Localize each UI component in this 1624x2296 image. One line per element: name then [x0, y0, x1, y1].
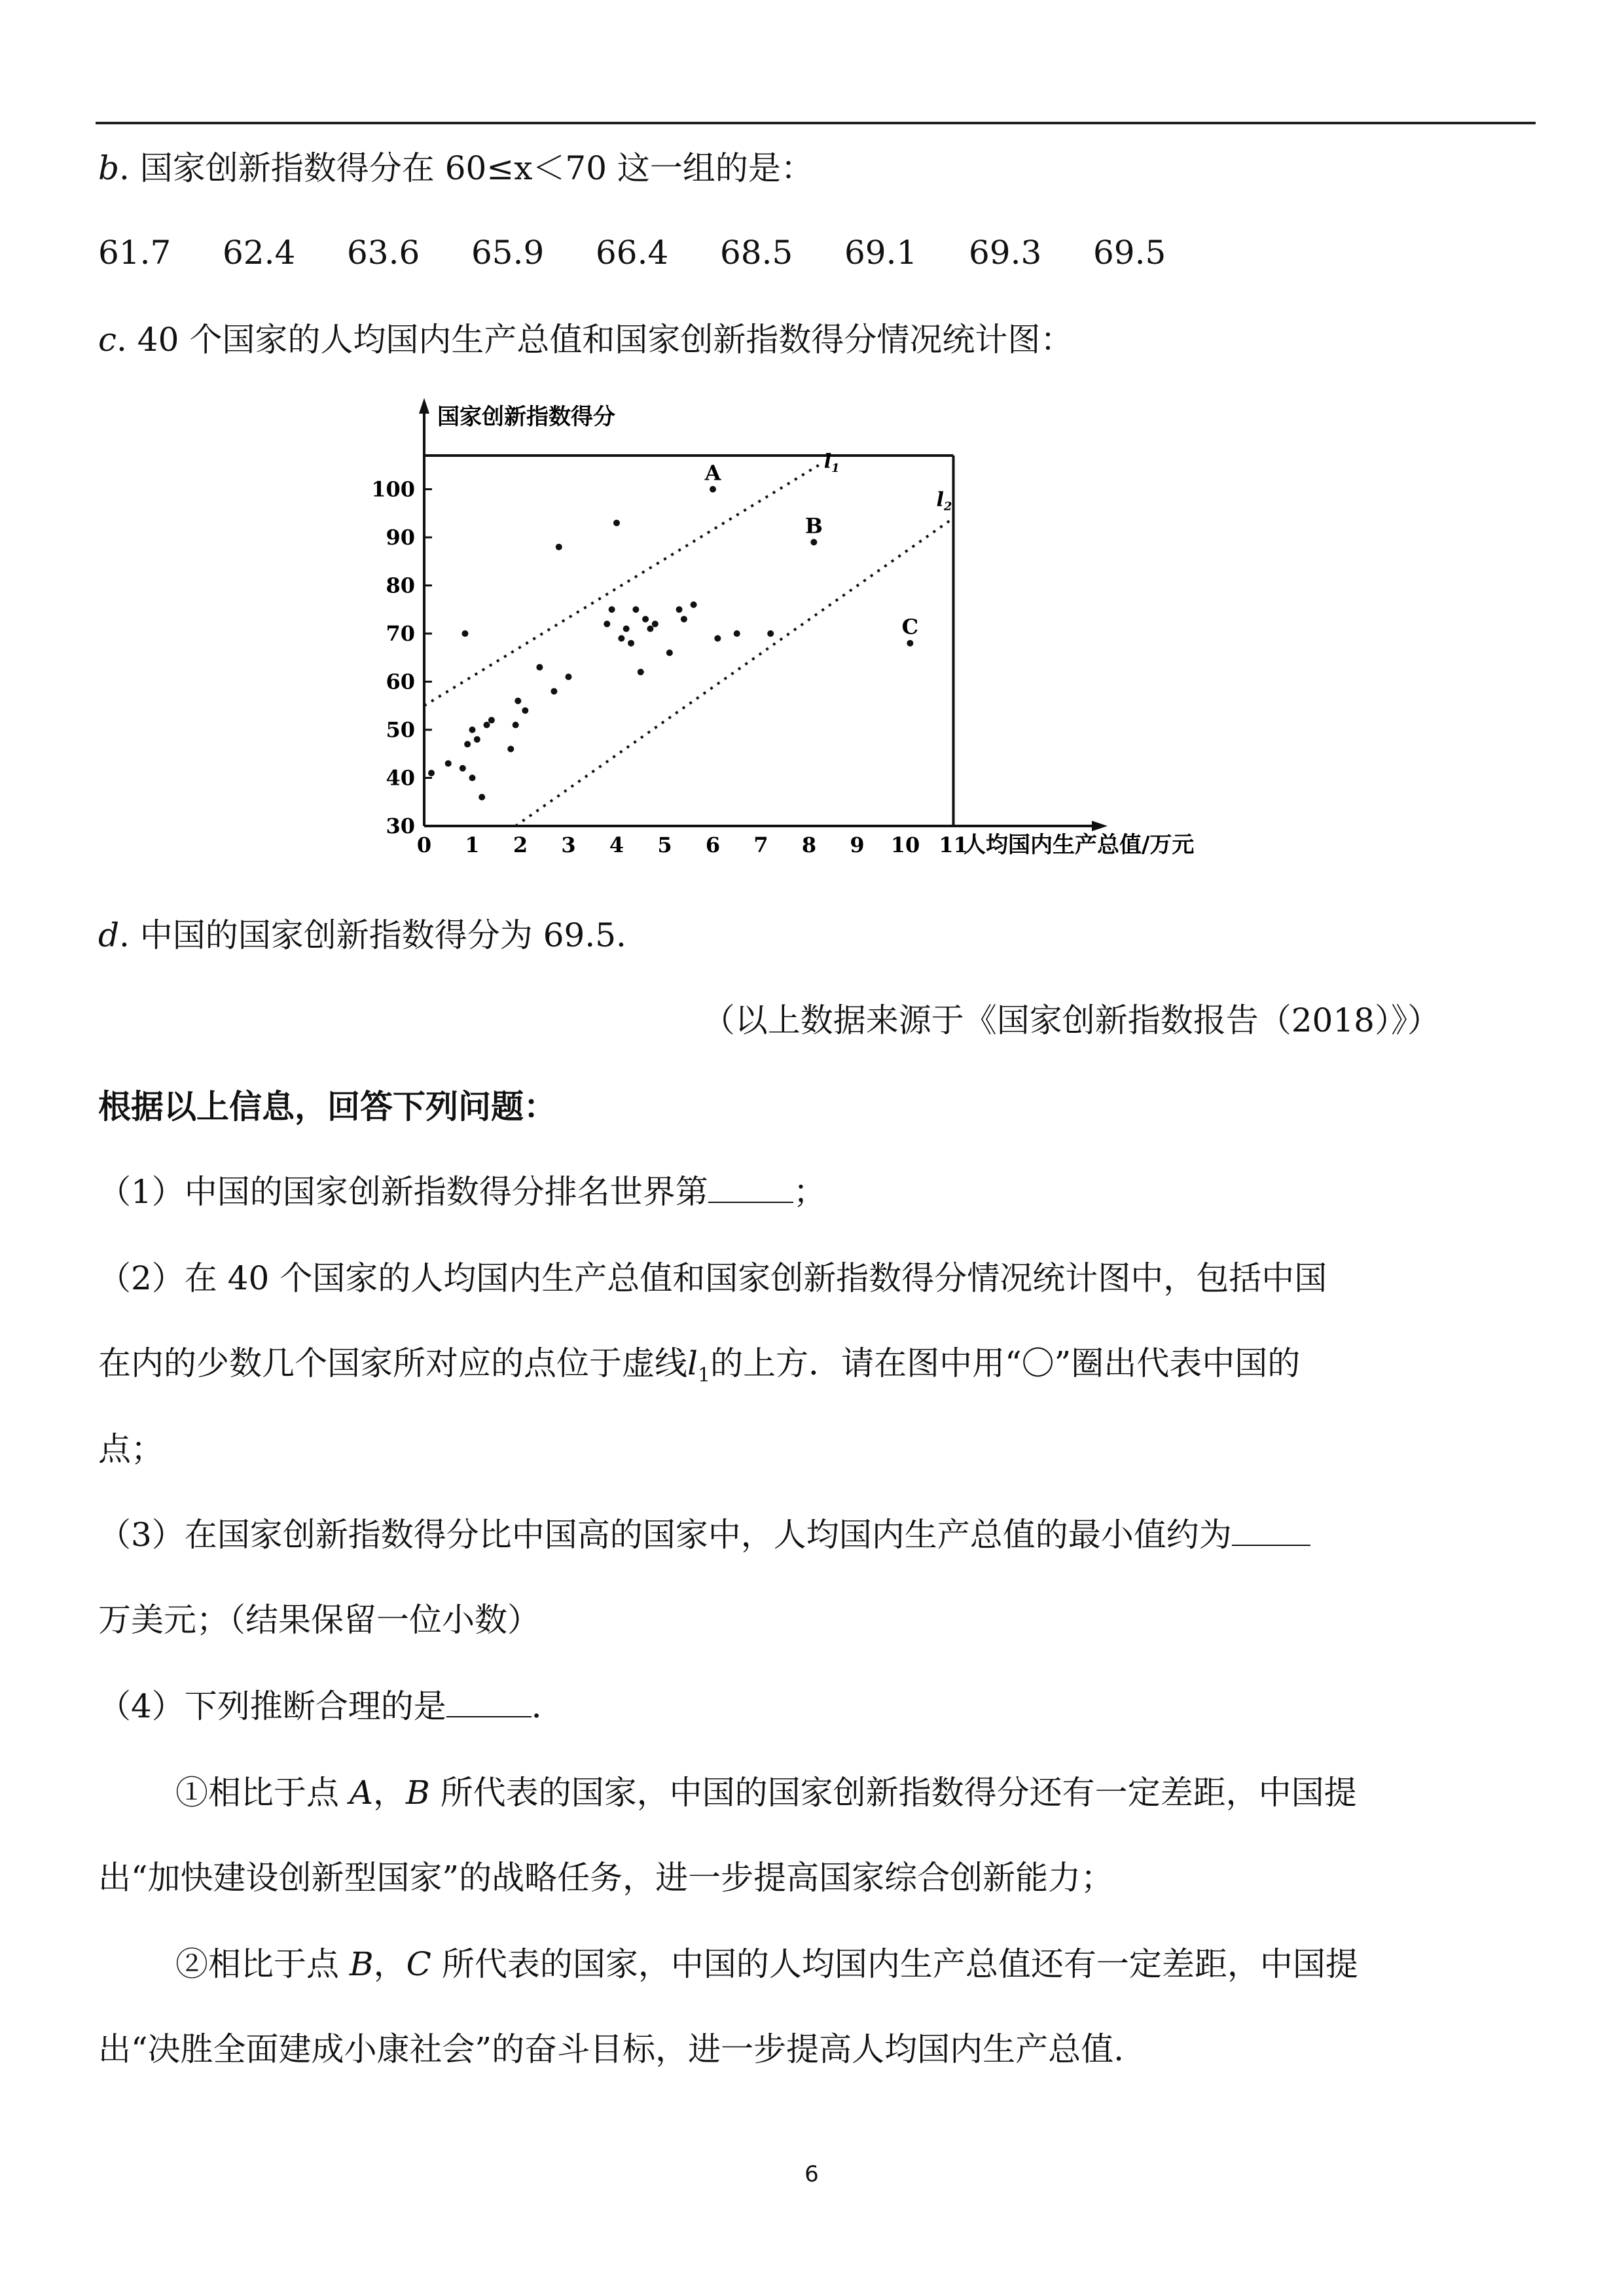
data-source-note: （以上数据来源于《国家创新指数报告（2018）》） [702, 1001, 1440, 1039]
data-point [488, 717, 495, 723]
question-2-line2 [98, 1343, 1300, 1396]
q2-text-end: ”圈出代表中国的 [1054, 1344, 1301, 1382]
data-point [618, 635, 624, 641]
data-point [710, 486, 716, 493]
question-2-line1: （2）在 40 个国家的人均国内生产总值和国家创新指数得分情况统计图中，包括中国 [98, 1259, 1327, 1297]
option-2-mark: ②相比于点 [175, 1945, 350, 1983]
line-label-l1: $l_1$ [823, 450, 840, 475]
option-1-line1 [175, 1772, 1357, 1813]
data-point [461, 630, 468, 637]
item-b [98, 148, 814, 188]
value-cell: 69.1 [844, 234, 918, 272]
header-rule [96, 122, 1536, 124]
data-point [550, 688, 557, 694]
y-tick-label: 50 [386, 717, 415, 742]
point-b-ref: B [349, 1945, 374, 1983]
question-heading: 根据以上信息，回答下列问题： [98, 1088, 556, 1126]
data-point [536, 664, 543, 670]
item-c-text: . 40 个国家的人均国内生产总值和国家创新指数得分情况统计图： [117, 321, 1074, 359]
option-2-rest: 所代表的国家，中国的人均国内生产总值还有一定差距，中国提 [431, 1945, 1358, 1983]
data-point [474, 736, 480, 743]
dashed-line-l1 [424, 465, 819, 706]
data-point [666, 649, 673, 656]
data-point [428, 770, 435, 776]
data-point [652, 620, 659, 627]
data-point [632, 606, 639, 613]
data-point [460, 765, 466, 772]
value-cell: 69.5 [1093, 234, 1166, 272]
q2-text-after: 的上方．请在图中用“ [710, 1344, 1022, 1382]
data-point [604, 620, 610, 627]
option-2-line1 [175, 1944, 1358, 1984]
option-1-rest: 所代表的国家，中国的国家创新指数得分还有一定差距，中国提 [429, 1774, 1357, 1812]
item-b-letter: b [98, 149, 120, 187]
q1-text: （1）中国的国家创新指数得分排名世界第 [98, 1173, 708, 1211]
data-point [513, 722, 519, 728]
point-label-a: A [704, 460, 721, 486]
x-tick-label: 10 [890, 833, 920, 857]
option-2-sep: ， [373, 1945, 406, 1983]
y-tick-label: 80 [386, 573, 415, 598]
x-axis-arrow [1092, 821, 1108, 831]
scatter-chart [367, 386, 1270, 884]
q2-var: l [687, 1344, 698, 1382]
data-point [691, 601, 697, 608]
q3-text: （3）在国家创新指数得分比中国高的国家中，人均国内生产总值的最小值约为 [98, 1516, 1232, 1554]
q1-answer-blank[interactable] [708, 1175, 793, 1203]
x-tick-label: 4 [609, 833, 624, 857]
y-tick-label: 30 [386, 814, 415, 838]
point-label-b: B [804, 513, 823, 539]
x-tick-label: 9 [850, 833, 865, 857]
option-2-line2: 出“决胜全面建成小康社会”的奋斗目标，进一步提高人均国内生产总值. [98, 2030, 1125, 2068]
item-d-text: . 中国的国家创新指数得分为 69.5. [119, 916, 626, 954]
data-point [676, 606, 683, 613]
data-point [907, 640, 913, 647]
point-a-ref: A [349, 1774, 374, 1812]
value-cell: 68.5 [720, 234, 793, 272]
x-tick-label: 8 [801, 833, 817, 857]
circle-symbol: 〇 [1021, 1344, 1055, 1382]
line-label-l2: $l_2$ [936, 488, 952, 514]
value-cell: 63.6 [347, 234, 420, 272]
x-tick-label: 1 [465, 833, 480, 857]
data-point [681, 616, 687, 622]
data-point [469, 726, 476, 733]
x-tick-label: 7 [753, 833, 768, 857]
data-point [556, 544, 562, 550]
y-tick-label: 60 [386, 669, 415, 694]
data-point [734, 630, 740, 637]
data-point [609, 606, 615, 613]
point-c-ref: C [406, 1945, 431, 1983]
data-point [613, 520, 620, 526]
option-1-line2: 出“加快建设创新型国家”的战略任务，进一步提高国家综合创新能力； [98, 1859, 1114, 1897]
x-tick-label: 3 [561, 833, 576, 857]
y-tick-label: 100 [371, 476, 415, 502]
q2-text: 在内的少数几个国家所对应的点位于虚线 [98, 1344, 687, 1382]
data-point [469, 775, 476, 781]
x-tick-label: 0 [416, 833, 432, 857]
q4-text: （4）下列推断合理的是 [98, 1687, 446, 1725]
data-point [767, 630, 774, 637]
item-b-text: . 国家创新指数得分在 60≤x＜70 这一组的是： [119, 149, 814, 187]
y-axis-label: 国家创新指数得分 [437, 404, 615, 430]
question-3-line2: 万美元；（结果保留一位小数） [98, 1601, 540, 1639]
y-axis-arrow [419, 398, 429, 414]
x-tick-label: 6 [705, 833, 721, 857]
point-label-c: C [901, 614, 919, 639]
x-tick-label: 11 [939, 833, 968, 857]
y-tick-label: 70 [386, 621, 415, 646]
x-tick-label: 5 [657, 833, 672, 857]
value-cell: 66.4 [596, 234, 669, 272]
point-b-ref: B [406, 1774, 430, 1812]
data-point [623, 626, 630, 632]
question-1 [98, 1172, 826, 1212]
x-axis-label: 人均国内生产总值/万元 [964, 832, 1195, 858]
data-point [647, 626, 653, 632]
q1-end: ； [793, 1173, 826, 1211]
q4-answer-blank[interactable] [446, 1690, 532, 1717]
data-point [522, 708, 528, 714]
y-tick-label: 40 [386, 765, 415, 791]
option-1-mark: ①相比于点 [175, 1774, 350, 1812]
data-point [507, 745, 514, 752]
value-cell: 62.4 [223, 234, 296, 272]
data-point [464, 741, 471, 747]
data-point [478, 794, 485, 800]
data-point [566, 673, 572, 680]
data-point [642, 616, 649, 622]
data-point [810, 539, 817, 545]
item-c-letter: c [98, 321, 117, 359]
q4-end: ． [531, 1687, 564, 1725]
data-point [514, 698, 521, 704]
value-cell: 65.9 [471, 234, 545, 272]
x-tick-label: 2 [513, 833, 528, 857]
data-point [445, 760, 452, 766]
data-point [638, 669, 644, 675]
question-3-line1 [98, 1515, 1310, 1555]
value-cell: 61.7 [98, 234, 171, 272]
question-4 [98, 1686, 564, 1727]
value-cell: 69.3 [969, 234, 1042, 272]
y-tick-label: 90 [386, 525, 415, 550]
item-d-letter: d [98, 916, 120, 954]
data-point [484, 722, 490, 728]
question-2-line3: 点； [98, 1430, 164, 1468]
data-point [714, 635, 721, 641]
dashed-line-l2 [516, 518, 954, 826]
item-d [98, 915, 626, 956]
item-c [98, 319, 1073, 360]
q2-sub: 1 [698, 1364, 711, 1387]
q3-answer-blank[interactable] [1232, 1518, 1310, 1546]
data-point [628, 640, 634, 647]
page-number: 6 [804, 2161, 819, 2187]
option-1-sep: ， [373, 1774, 406, 1812]
